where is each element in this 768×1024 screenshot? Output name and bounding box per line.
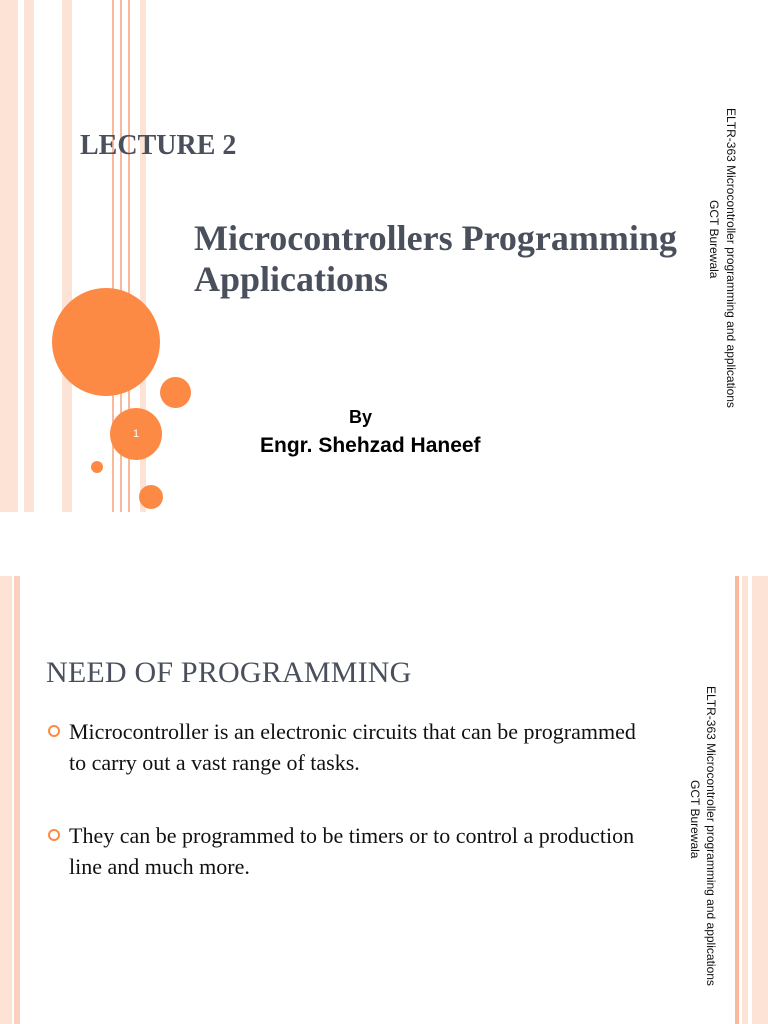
bullet-item <box>48 716 648 778</box>
slide-gap <box>0 512 768 576</box>
bullet-list <box>48 716 648 924</box>
bullet-circle-icon <box>48 829 60 841</box>
bullet-circle-icon <box>48 725 60 737</box>
by-label: By <box>349 407 373 427</box>
slide-2 <box>0 576 768 1024</box>
decorative-stripe <box>14 576 20 1024</box>
bullet-text: Microcontroller is an electronic circuits that can be programmed to carry out a vast range of tasks. <box>69 719 636 775</box>
slide-title-line-2: Applications <box>194 259 389 299</box>
slide-footer-course: ELTR-363 Microcontroller programming and applications <box>724 108 738 408</box>
slide-title <box>194 218 754 300</box>
lecture-label: LECTURE 2 <box>80 130 237 161</box>
slide-footer-college: GCT Burewala <box>688 780 702 859</box>
decorative-circle-medium <box>139 485 163 509</box>
slide-footer-course: ELTR-363 Microcontroller programming and applications <box>704 686 718 986</box>
decorative-stripe <box>0 576 12 1024</box>
decorative-stripe <box>0 0 18 512</box>
decorative-stripe <box>742 576 748 1024</box>
bullet-text: They can be programmed to be timers or to control a production line and much more. <box>69 823 635 879</box>
decorative-circle-medium <box>160 377 191 408</box>
bullet-item <box>48 820 648 882</box>
author-name: Engr. Shehzad Haneef <box>260 434 481 457</box>
slide-title: NEED OF PROGRAMMING <box>46 656 412 689</box>
decorative-stripe <box>735 576 739 1024</box>
page-number: 1 <box>132 428 140 440</box>
slide-title-line-1: Microcontrollers Programming <box>194 218 677 258</box>
slide-footer-college: GCT Burewala <box>707 200 721 279</box>
decorative-stripe <box>62 0 72 512</box>
decorative-circle-large <box>52 288 160 396</box>
decorative-stripe <box>752 576 768 1024</box>
decorative-circle-small <box>91 461 103 473</box>
decorative-stripe <box>24 0 34 512</box>
